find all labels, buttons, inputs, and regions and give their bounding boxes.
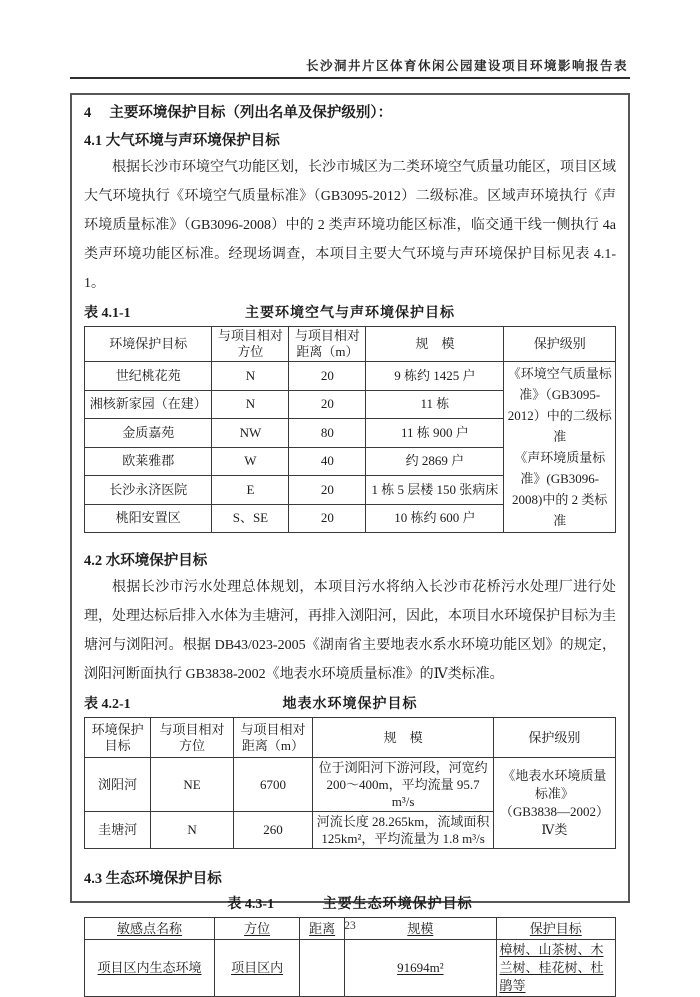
protection-level-line: 《地表水环境质量标准》 [502, 768, 607, 801]
cell-text: 项目区内生态环境 [97, 960, 202, 975]
column-header: 与项目相对方位 [212, 327, 289, 362]
sensitive-point-cell [85, 940, 215, 997]
distance-cell: 260 [233, 812, 313, 849]
column-header: 环境保护目标 [85, 327, 212, 362]
column-header: 规 模 [313, 718, 494, 758]
protection-level-line: 《声环境质量标准》(GB3096-2008)中的 2 类标准 [512, 450, 608, 528]
protection-target-cell [496, 940, 616, 997]
river-name-cell: 圭塘河 [85, 812, 151, 849]
cell-text: 樟树、山茶树、木兰树、桂花树、杜鹃等 [499, 942, 604, 993]
column-header-text: 规模 [407, 920, 434, 936]
page-number: 23 [344, 920, 356, 932]
protection-level-cell [493, 758, 615, 849]
column-header: 保护级别 [504, 327, 616, 362]
table-4-1-1-caption [84, 304, 616, 324]
section-4-1-paragraph: 根据长沙市环境空气功能区划，长沙市城区为二类环境空气质量功能区，项目区域大气环境执行《环境空气质量标准》（GB3095-2012）二级标准。区域声环境执行《声环境质量标准》（GB3096-2008）中的 2 类声环境功能区标准，临交通干线一侧执行 4a 类声环境功能区标准。经现场调查，本项目主要大气环境与声环境保护目标见表 4.1-1。 [84, 160, 616, 291]
table-4-3-1-label: 表 4.3-1 [227, 897, 275, 912]
direction-cell: N [151, 812, 233, 849]
column-header: 与项目相对方位 [151, 718, 233, 758]
column-header: 与项目相对距离（m） [289, 327, 366, 362]
table-row [85, 362, 616, 391]
distance-cell: 20 [289, 390, 366, 419]
direction-cell: N [212, 362, 289, 391]
river-name-cell: 浏阳河 [85, 758, 151, 812]
table-row [85, 758, 616, 812]
scale-cell: 河流长度 28.265km，流域面积125km²，平均流量为 1.8 m³/s [313, 812, 494, 849]
column-header-text: 保护目标 [529, 920, 582, 936]
column-header-text: 距离 [309, 920, 336, 936]
section-4-2-heading: 4.2 水环境保护目标 [84, 553, 208, 569]
target-name-cell: 长沙永济医院 [85, 476, 212, 505]
distance-cell: 80 [289, 419, 366, 448]
direction-cell [215, 940, 300, 997]
running-header-title: 长沙洞井片区体育休闲公园建设项目环境影响报告表 [305, 59, 628, 73]
section-4-2-paragraph: 根据长沙市污水处理总体规划，本项目污水将纳入长沙市花桥污水处理厂进行处理，处理达标后排入水体为圭塘河，再排入浏阳河，因此，本项目水环境保护目标为圭塘河与浏阳河。根据 DB43/023-2005《湖南省主要地表水系水环境功能区划》的规定，浏阳河断面执行 GB3838-2002《地表水环境质量标准》的Ⅳ类标准。 [84, 580, 616, 682]
direction-cell: NE [151, 758, 233, 812]
table-4-1-1 [84, 326, 616, 533]
section-4-3-heading: 4.3 生态环境保护目标 [84, 871, 222, 887]
table-4-2-1-label: 表 4.2-1 [84, 697, 131, 712]
section-4-1-heading: 4.1 大气环境与声环境保护目标 [84, 133, 280, 149]
table-row [85, 940, 616, 997]
target-name-cell: 世纪桃花苑 [85, 362, 212, 391]
scale-cell: 位于浏阳河下游河段，河宽约200～400m，平均流量 95.7 m³/s [313, 758, 494, 812]
protection-level-line: 《环境空气质量标准》（GB3095-2012）中的二级标准 [507, 366, 612, 444]
direction-cell: N [212, 390, 289, 419]
direction-cell: E [212, 476, 289, 505]
header-rule [70, 77, 630, 79]
column-header: 与项目相对距离（m） [233, 718, 313, 758]
target-name-cell: 湘核新家园（在建） [85, 390, 212, 419]
protection-level-line: Ⅳ类 [541, 822, 568, 837]
column-header: 保护级别 [493, 718, 615, 758]
direction-cell: NW [212, 419, 289, 448]
direction-cell: S、SE [212, 504, 289, 533]
scale-cell: 11 栋 900 户 [366, 419, 504, 448]
table-4-2-1-title: 地表水环境保护目标 [282, 697, 418, 712]
target-name-cell: 桃阳安置区 [85, 504, 212, 533]
cell-text: 项目区内 [231, 960, 284, 975]
table-4-1-1-label: 表 4.1-1 [84, 306, 131, 321]
table-4-2-1 [84, 717, 616, 849]
table-4-2-1-caption [84, 695, 616, 715]
table-4-3-1-title: 主要生态环境保护目标 [322, 897, 473, 912]
table-4-3-1-caption [84, 895, 616, 915]
table-4-1-1-title: 主要环境空气与声环境保护目标 [245, 306, 455, 321]
scale-cell: 9 栋约 1425 户 [366, 362, 504, 391]
direction-cell: W [212, 447, 289, 476]
table-row [85, 327, 616, 362]
scale-cell: 1 栋 5 层楼 150 张病床 [366, 476, 504, 505]
table-row [85, 718, 616, 758]
scale-cell [345, 940, 496, 997]
distance-cell: 20 [289, 362, 366, 391]
content-frame [70, 93, 630, 993]
scale-cell: 约 2869 户 [366, 447, 504, 476]
scale-cell: 10 栋约 600 户 [366, 504, 504, 533]
cell-text: 91694m² [397, 960, 444, 975]
distance-cell: 20 [289, 476, 366, 505]
column-header: 规 模 [366, 327, 504, 362]
distance-cell [300, 940, 345, 997]
column-header-text: 方位 [244, 920, 271, 936]
distance-cell: 6700 [233, 758, 313, 812]
protection-level-line: （GB3838—2002） [499, 804, 609, 819]
distance-cell: 20 [289, 504, 366, 533]
column-header: 环境保护目标 [85, 718, 151, 758]
target-name-cell: 欧莱雅郡 [85, 447, 212, 476]
scale-cell: 11 栋 [366, 390, 504, 419]
protection-level-cell [504, 362, 616, 533]
target-name-cell: 金质嘉苑 [85, 419, 212, 448]
column-header-text: 敏感点名称 [117, 920, 183, 936]
distance-cell: 40 [289, 447, 366, 476]
section-4-heading: 4 主要环境保护目标（列出名单及保护级别）： [84, 105, 393, 121]
